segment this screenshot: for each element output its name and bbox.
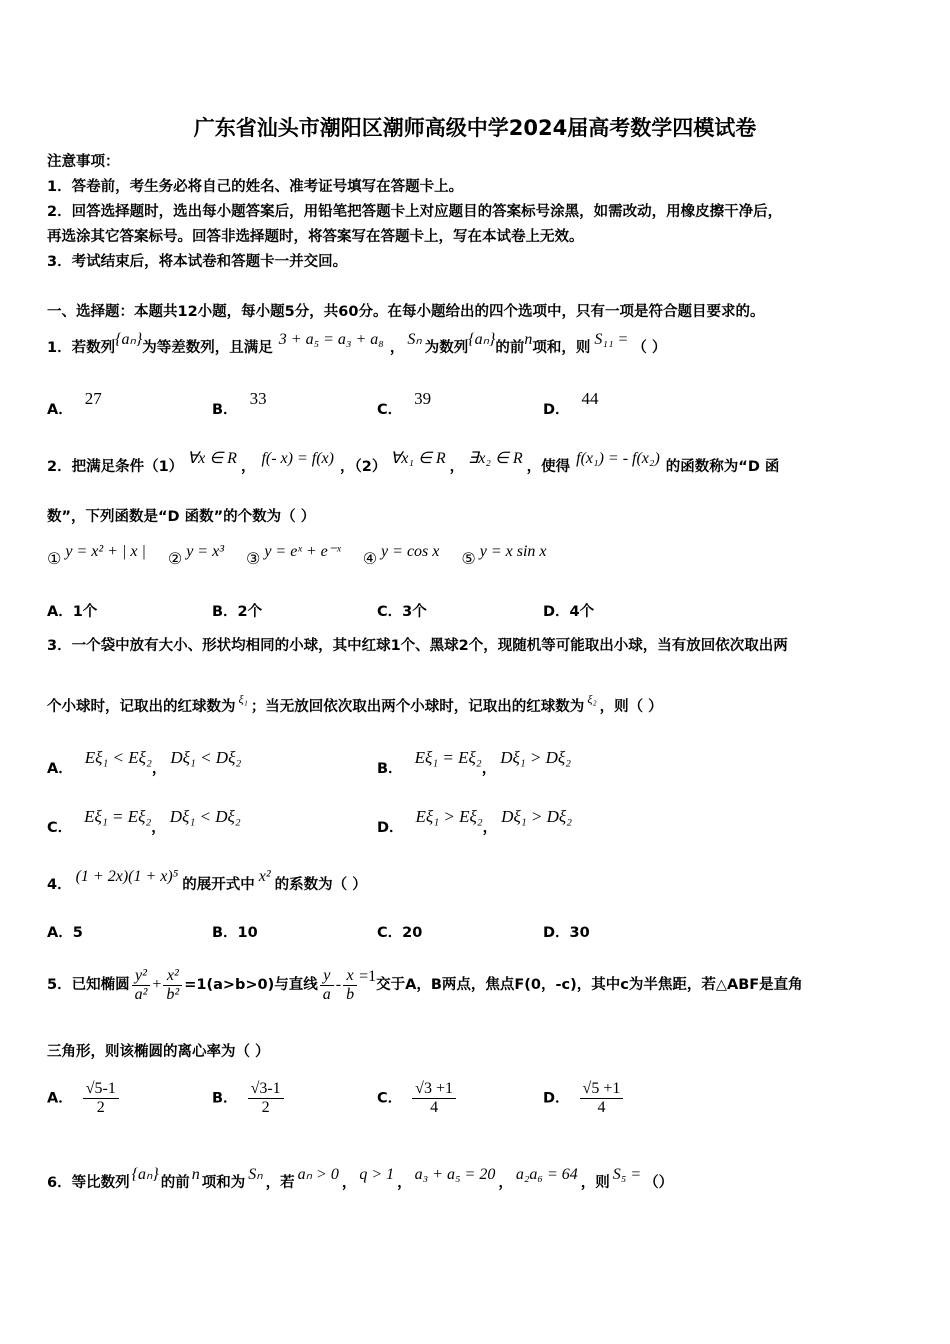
section-heading: 一、选择题：本题共12小题，每小题5分，共60分。在每小题给出的四个选项中，只有一项是符合题目要求的。 xyxy=(47,304,765,320)
q3-option-d: D．Eξ₁ > Eξ₂，Dξ₁ > Dξ₂ xyxy=(377,807,573,836)
math-n: n xyxy=(524,331,533,348)
question-4: 4． (1 + 2x)(1 + x)⁵ 的展开式中 x² 的系数为（ ） xyxy=(47,868,367,893)
q1-option-b: B．33 xyxy=(212,389,267,418)
q2-functions: ① y = x² + | x | ② y = x³ ③ y = eˣ + e⁻ˣ ④ y = cos x ⑤ y = x sin x xyxy=(47,543,547,568)
math-s11: S₁₁ = xyxy=(594,331,629,348)
question-6: 6．等比数列 {aₙ} 的前 n 项和为 Sₙ ，若 aₙ > 0 ， q > 1 ， a₃ + a₅ = 20 ， a₂a₆ = 64 ，则 S₅ = （） xyxy=(47,1166,674,1191)
q2-option-b: B．2个 xyxy=(212,604,263,620)
q2-option-a: A．1个 xyxy=(47,604,98,620)
note-2b: 再选涂其它答案标号。回答非选择题时，将答案写在答题卡上，写在本试卷上无效。 xyxy=(47,229,584,245)
note-1: 1．答卷前，考生务必将自己的姓名、准考证号填写在答题卡上。 xyxy=(47,179,464,195)
math-sn: Sₙ xyxy=(407,331,422,348)
page-title: 广东省汕头市潮阳区潮师高级中学2024届高考数学四模试卷 xyxy=(193,116,757,140)
q1-option-d: D．44 xyxy=(543,389,599,418)
question-3-line-2: 个小球时，记取出的红球数为 $^{\xi_1}$ ；当无放回依次取出两个小球时，记取出的红球数为 $^{\xi_2}$ ，则（ ） xyxy=(47,692,663,715)
note-3: 3．考试结束后，将本试卷和答题卡一并交回。 xyxy=(47,254,348,270)
math-condition: 3 + a₅ = a₃ + a₈ xyxy=(278,331,384,348)
q4-option-a: A．5 xyxy=(47,925,83,941)
q5-option-b: B． $\frac{√3-1}{2}$ xyxy=(212,1080,286,1117)
math-an: {aₙ} xyxy=(468,331,496,348)
q1-option-c: C．39 xyxy=(377,389,432,418)
q4-option-d: D．30 xyxy=(543,925,590,941)
q3-option-c: C．Eξ₁ = Eξ₂，Dξ₁ < Dξ₂ xyxy=(47,807,241,836)
question-1: 1．若数列{aₙ}为等差数列，且满足 3 + a₅ = a₃ + a₈ ， Sₙ 为数列{aₙ}的前n项和，则 S₁₁ = （ ） xyxy=(47,331,667,356)
question-5-line-2: 三角形，则该椭圆的离心率为（ ） xyxy=(47,1044,270,1060)
note-2a: 2．回答选择题时，选出每小题答案后，用铅笔把答题卡上对应题目的答案标号涂黑，如需改动，用橡皮擦干净后， xyxy=(47,204,783,220)
q3-option-a: A．Eξ₁ < Eξ₂，Dξ₁ < Dξ₂ xyxy=(47,748,242,777)
question-2-line-1: 2．把满足条件（1） ∀x ∈ R ， f(- x) = f(x) ，（2） ∀x₁ ∈ R ， ∃x₂ ∈ R ，使得 f(x₁) = - f(x₂) 的函数称为“D 函 xyxy=(47,450,780,475)
math-an: {aₙ} xyxy=(115,331,143,348)
q4-option-b: B．10 xyxy=(212,925,258,941)
q2-option-c: C．3个 xyxy=(377,604,427,620)
q5-option-d: D． $\frac{√5 +1}{4}$ xyxy=(543,1080,625,1117)
notes-heading: 注意事项： xyxy=(47,154,120,170)
q2-option-d: D．4个 xyxy=(543,604,595,620)
q1-option-a: A．27 xyxy=(47,389,102,418)
q5-option-a: A． $\frac{√5-1}{2}$ xyxy=(47,1080,121,1117)
q3-option-b: B．Eξ₁ = Eξ₂，Dξ₁ > Dξ₂ xyxy=(377,748,572,777)
q5-option-c: C． $\frac{√3 +1}{4}$ xyxy=(377,1080,458,1117)
q4-option-c: C．20 xyxy=(377,925,423,941)
question-5-line-1: 5．已知椭圆 $\frac{\text{y²}}{\text{a²}}$ + $\frac{\text{x²}}{\text{b²}}$ =1(a>b>0)与直线 $\frac{y}{a}$ - $\frac{x}{b}$ =1交于A，B两点，焦点F(0，-c)，其中c为半焦距，若△ABF是直角 xyxy=(47,966,803,1003)
question-3-line-1: 3．一个袋中放有大小、形状均相同的小球，其中红球1个、黑球2个，现随机等可能取出小球，当有放回依次取出两 xyxy=(47,638,788,654)
question-2-line-2: 数”，下列函数是“D 函数”的个数为（ ） xyxy=(47,509,316,525)
